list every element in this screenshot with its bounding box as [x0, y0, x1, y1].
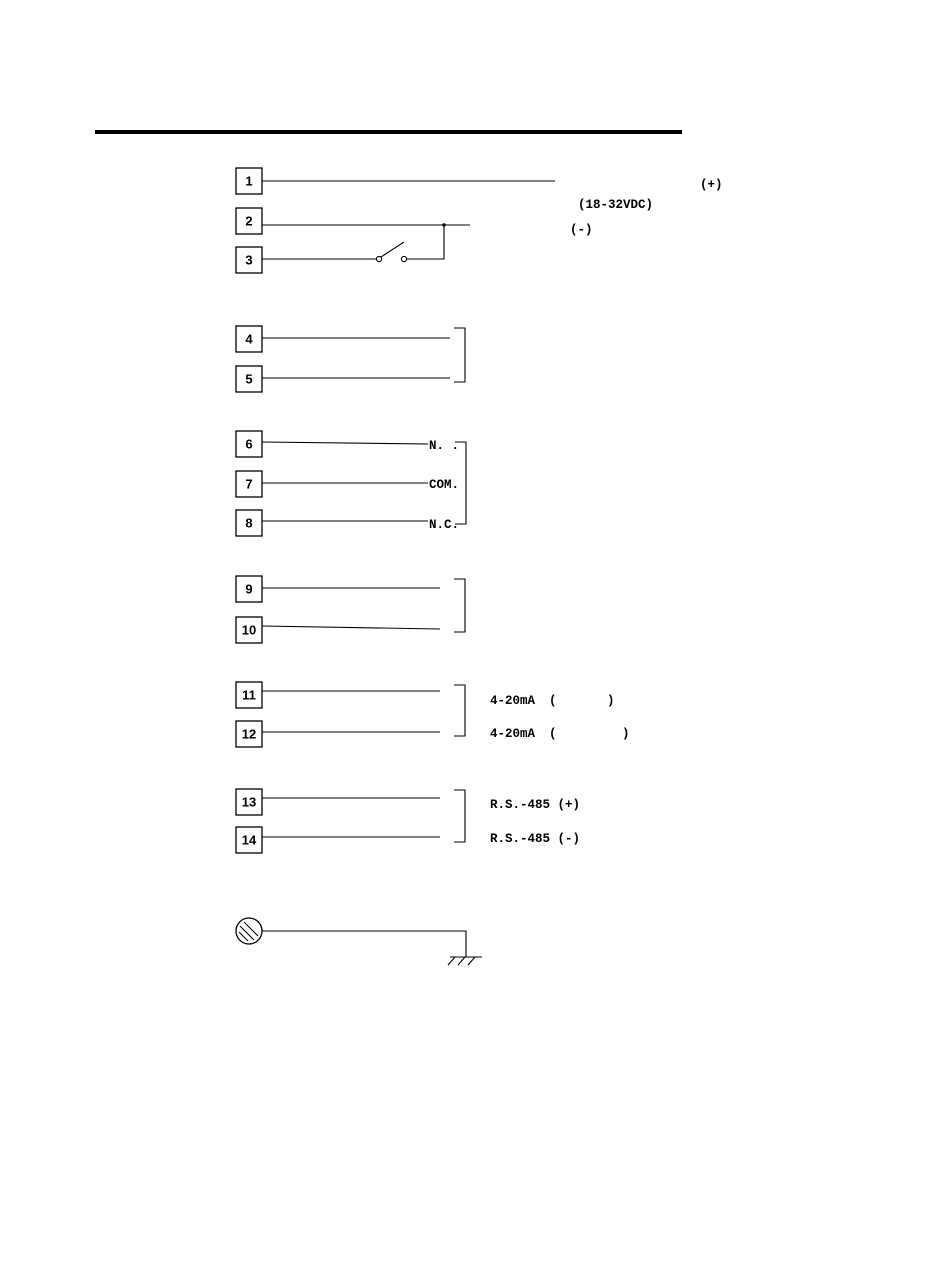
earth-wire [262, 931, 466, 957]
svg-text:13: 13 [241, 794, 257, 810]
terminal-6 [236, 431, 262, 457]
terminal-12 [236, 721, 262, 747]
terminal-4 [236, 326, 262, 352]
svg-text:3: 3 [245, 252, 253, 268]
terminal-9 [236, 576, 262, 602]
analog-out-12-label: 4-20mA [490, 727, 536, 741]
svg-text:10: 10 [241, 622, 257, 638]
analog-out-12-open-paren: ( [549, 727, 557, 741]
analog-out-12-close-paren: ) [622, 727, 630, 741]
svg-text:12: 12 [241, 726, 257, 742]
analog-out-11-open-paren: ( [549, 694, 557, 708]
terminal-8 [236, 510, 262, 536]
bracket-11-12 [454, 685, 465, 736]
power-plus-label: (+) [700, 178, 723, 192]
terminal-3 [236, 247, 262, 273]
analog-out-11-label: 4-20mA [490, 694, 536, 708]
bracket-4-5 [454, 328, 465, 382]
terminal-1 [236, 168, 262, 194]
power-minus-label: (-) [570, 223, 593, 237]
svg-text:7: 7 [245, 476, 253, 492]
svg-text:9: 9 [245, 581, 253, 597]
terminal-2 [236, 208, 262, 234]
switch-return-wire [407, 225, 444, 259]
svg-text:4: 4 [245, 331, 253, 347]
relay-com-label: COM. [429, 478, 460, 492]
switch-icon [376, 242, 406, 262]
power-voltage-label: (18-32VDC) [578, 198, 654, 212]
terminal-7 [236, 471, 262, 497]
svg-text:5: 5 [245, 371, 253, 387]
svg-text:11: 11 [242, 687, 256, 703]
terminal-14 [236, 827, 262, 853]
terminal-11 [236, 682, 262, 708]
svg-text:8: 8 [245, 515, 253, 531]
svg-text:14: 14 [241, 832, 257, 848]
svg-text:1: 1 [245, 173, 253, 189]
analog-out-11-close-paren: ) [607, 694, 615, 708]
wire-10 [262, 626, 440, 629]
svg-text:6: 6 [245, 436, 253, 452]
earth-terminal-icon [236, 918, 262, 944]
bracket-13-14 [454, 790, 465, 842]
relay-no-label: N. . [429, 439, 460, 453]
ground-symbol-icon [448, 957, 482, 965]
terminal-5 [236, 366, 262, 392]
relay-nc-label: N.C. [429, 518, 460, 532]
bracket-9-10 [454, 579, 465, 632]
svg-text:2: 2 [245, 213, 253, 229]
terminal-10 [236, 617, 262, 643]
rs485-minus-label: R.S.-485 (-) [490, 832, 581, 846]
wire-6 [262, 442, 428, 444]
rs485-plus-label: R.S.-485 (+) [490, 798, 581, 812]
terminal-13 [236, 789, 262, 815]
